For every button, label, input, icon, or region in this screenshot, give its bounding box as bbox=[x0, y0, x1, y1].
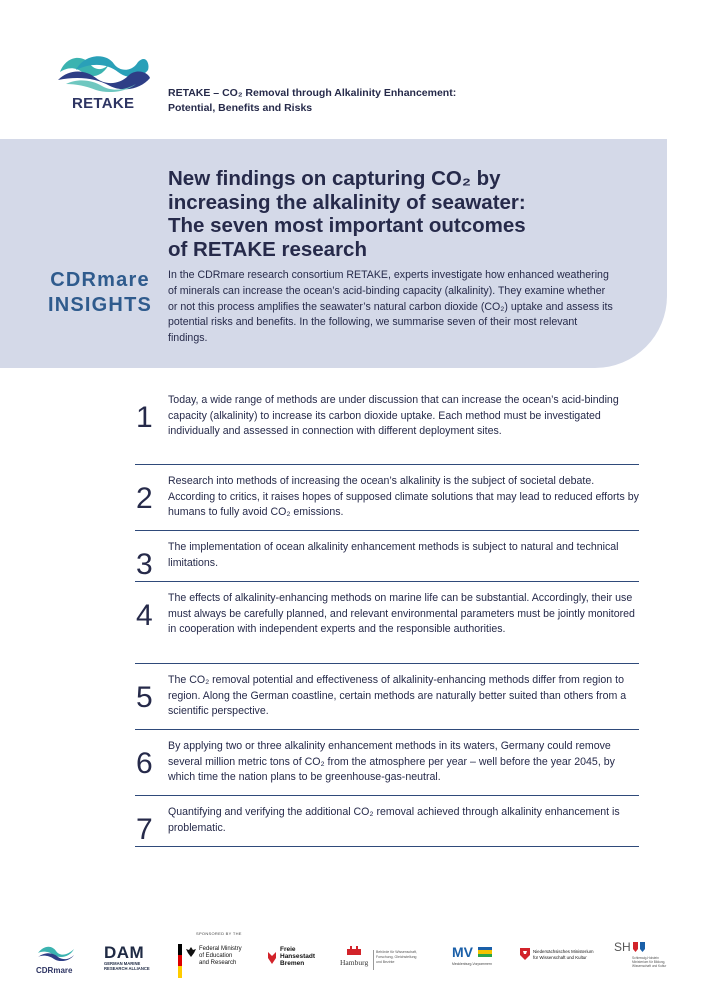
schleswig-holstein-logo bbox=[614, 940, 670, 974]
finding-number: 4 bbox=[136, 599, 153, 632]
hamburg-sub: und Bezirke bbox=[376, 960, 395, 964]
finding-number: 7 bbox=[136, 813, 153, 846]
intro-paragraph: In the CDRmare research consortium RETAKE, experts investigate how enhanced weathering of minerals can increase the ocean’s acid-binding capacity (alkalinity). They examine whether or not this process amplifies the seawater’s natural carbon dioxide (CO₂) uptake and assess its potential risks and benefits. In the following, we summarise seven of their most relevant findings. bbox=[168, 269, 613, 345]
finding-number: 2 bbox=[136, 482, 153, 515]
finding-item bbox=[135, 384, 639, 465]
finding-text: The implementation of ocean alkalinity enhancement methods is subject to natural and technical limitations. bbox=[168, 541, 619, 569]
cdrmare-logo bbox=[36, 943, 80, 975]
bmbf-logo bbox=[178, 944, 248, 980]
sponsored-by-label: SPONSORED BY THE bbox=[196, 931, 242, 936]
finding-text: Today, a wide range of methods are under discussion that can increase the ocean’s acid-binding capacity (alkalinity) to increase its carbon dioxide uptake. Each method must be investigated individually and assessed in connection with different deployment sites. bbox=[168, 394, 619, 438]
retake-logo-word: RETAKE bbox=[72, 95, 135, 112]
hamburg-logo bbox=[340, 944, 426, 978]
niedersachsen-logo bbox=[520, 946, 604, 970]
cdrmare-logo-text: CDRmare bbox=[36, 966, 73, 975]
header-title-line: RETAKE – CO₂ Removal through Alkalinity Enhancement: bbox=[168, 87, 457, 99]
mv-logo bbox=[452, 944, 498, 974]
finding-text: The CO₂ removal potential and effectiveness of alkalinity-enhancing methods differ from region to region. Along the German coastline, certain methods are naturally better suited than others from a scientific perspective. bbox=[168, 674, 627, 718]
finding-item bbox=[135, 796, 639, 847]
findings-list bbox=[135, 384, 639, 847]
finding-text: Research into methods of increasing the ocean’s alkalinity is the subject of societal debate. According to critics, it raises hopes of supposed climate solutions that may lead to reduced efforts by humans to fully avoid CO₂ emissions. bbox=[168, 475, 639, 519]
hamburg-name: Hamburg bbox=[340, 958, 369, 967]
niedersachsen-horse-icon bbox=[520, 948, 530, 960]
mv-abbr: MV bbox=[452, 944, 473, 960]
report-header-title bbox=[168, 86, 498, 116]
hamburg-divider bbox=[373, 950, 374, 970]
cdrmare-insights-label bbox=[44, 268, 156, 318]
bmbf-line: Federal Ministry bbox=[199, 946, 242, 952]
finding-number: 5 bbox=[136, 681, 153, 714]
insights-line: INSIGHTS bbox=[47, 294, 153, 316]
retake-wave-icon bbox=[56, 50, 152, 92]
headline-line: increasing the alkalinity of seawater: bbox=[168, 190, 526, 214]
mv-sub: Mecklenburg-Vorpommern bbox=[452, 962, 492, 966]
bremen-logo bbox=[266, 944, 326, 978]
eagle-icon bbox=[185, 946, 197, 958]
dam-logo bbox=[104, 944, 156, 971]
bremen-line: Bremen bbox=[280, 960, 305, 967]
insights-line: CDRmare bbox=[50, 269, 150, 291]
bremen-line: Freie bbox=[280, 946, 296, 953]
niedersachsen-line: Niedersächsisches Ministerium bbox=[533, 949, 594, 954]
german-flag-icon bbox=[178, 944, 182, 978]
finding-text: By applying two or three alkalinity enhancement methods in its waters, Germany could remove several million metric tons of CO₂ from the atmosphere per year – well before the year 2045, by which time the nation plans to be greenhouse-gas-neutral. bbox=[168, 740, 615, 784]
bmbf-line: and Research bbox=[199, 960, 237, 966]
finding-number: 1 bbox=[136, 401, 153, 434]
finding-text: Quantifying and verifying the additional CO₂ removal achieved through alkalinity enhancement is problematic. bbox=[168, 806, 620, 834]
finding-item bbox=[135, 664, 639, 730]
niedersachsen-line: für Wissenschaft und Kultur bbox=[533, 955, 587, 960]
dam-line: GERMAN MARINE bbox=[104, 961, 141, 966]
headline-line: The seven most important outcomes bbox=[168, 214, 526, 237]
sh-sub: Ministerium für Bildung, bbox=[632, 960, 666, 964]
headline-line: of RETAKE research bbox=[168, 237, 367, 261]
sh-abbr: SH bbox=[614, 940, 631, 954]
finding-number: 6 bbox=[136, 747, 153, 780]
finding-item bbox=[135, 531, 639, 582]
hamburg-sub: Forschung, Gleichstellung bbox=[376, 955, 417, 959]
sh-crest-icon bbox=[632, 941, 646, 953]
finding-item bbox=[135, 582, 639, 664]
hamburg-castle-icon bbox=[346, 944, 362, 956]
finding-number: 3 bbox=[136, 548, 153, 581]
bmbf-line: of Education bbox=[199, 953, 233, 959]
headline-line: New findings on capturing CO₂ by bbox=[168, 167, 501, 190]
dam-abbr: DAM bbox=[104, 943, 145, 962]
finding-item bbox=[135, 730, 639, 796]
finding-text: The effects of alkalinity-enhancing methods on marine life can be substantial. Accordingly, their use must always be carefully planned, and relevant environmental parameters must be jointly monitored in cooperation with independent experts and the responsible authorities. bbox=[168, 592, 635, 636]
header-title-line: Potential, Benefits and Risks bbox=[168, 102, 313, 114]
bremen-line: Hansestadt bbox=[280, 953, 316, 960]
cdrmare-wave-icon bbox=[36, 943, 76, 961]
dam-line: RESEARCH ALLIANCE bbox=[104, 966, 150, 971]
headline bbox=[168, 167, 608, 261]
sh-sub: Wissenschaft und Kultur bbox=[632, 964, 667, 968]
finding-item bbox=[135, 465, 639, 531]
hamburg-sub: Behörde für Wissenschaft, bbox=[376, 950, 418, 954]
mv-flag-icon bbox=[478, 947, 492, 957]
bremen-key-icon bbox=[266, 950, 278, 966]
sh-sub: Schleswig-Holstein bbox=[632, 956, 659, 960]
